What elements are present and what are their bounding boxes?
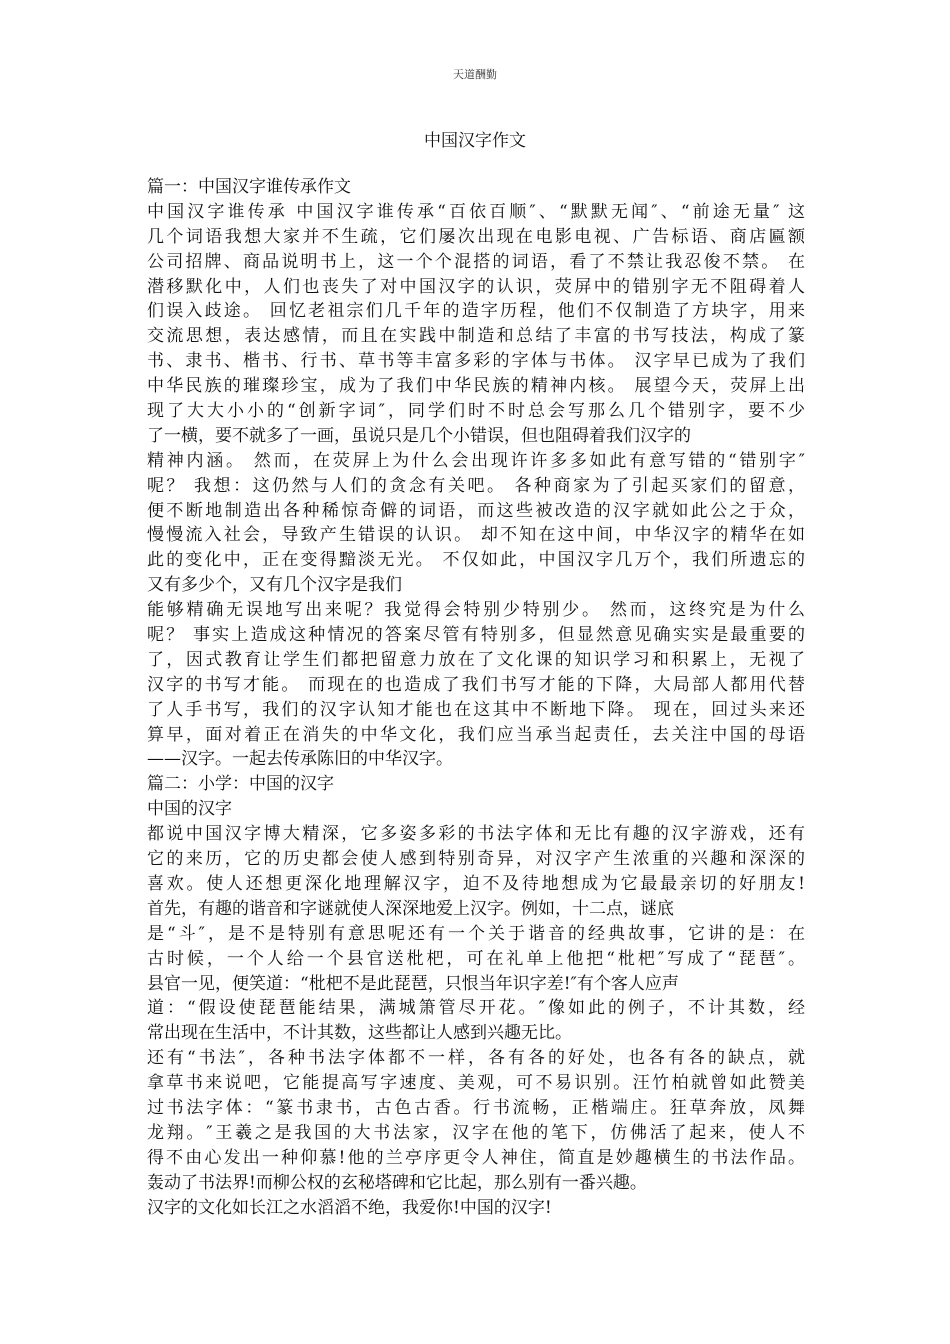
text-line: 过书法字体：“篆书隶书，古色古香。行书流畅，正楷端庄。狂草奔放，凤舞 bbox=[147, 1097, 805, 1118]
text-line: 慢慢流入社会，导致产生错误的认识。 却不知在这中间，中华汉字的精华在如 bbox=[147, 525, 805, 546]
document-title: 中国汉字作文 bbox=[424, 131, 526, 151]
text-line: 篇一：中国汉字谁传承作文 bbox=[147, 177, 351, 197]
text-line: 潜移默化中，人们也丧失了对中国汉字的认识，荧屏中的错别字无不阻碍着人 bbox=[147, 276, 805, 297]
text-line: 都说中国汉字博大精深，它多姿多彩的书法字体和无比有趣的汉字游戏，还有 bbox=[147, 824, 805, 845]
text-line: 几个词语我想大家并不生疏，它们屡次出现在电影电视、广告标语、商店匾额 bbox=[147, 226, 805, 247]
text-line: 轰动了书法界!而柳公权的玄秘塔碑和它比起，那么别有一番兴趣。 bbox=[147, 1172, 647, 1193]
text-line: 了一横，要不就多了一画，虽说只是几个小错误，但也阻碍着我们汉字的 bbox=[147, 425, 691, 446]
text-line: 还有“书法″，各种书法字体都不一样，各有各的好处，也各有各的缺点，就 bbox=[147, 1048, 805, 1069]
text-line: 中国的汉字 bbox=[147, 799, 232, 820]
document-body bbox=[147, 175, 805, 1220]
text-line: 精神内涵。 然而，在荧屏上为什么会出现许许多多如此有意写错的“错别字″ bbox=[147, 450, 805, 471]
text-line: 了，因式教育让学生们都把留意力放在了文化课的知识学习和积累上，无视了 bbox=[147, 649, 805, 670]
text-line: 首先，有趣的谐音和字谜就使人深深地爱上汉字。例如，十二点，谜底 bbox=[147, 898, 674, 919]
text-line: 古时候，一个人给一个县官送枇杷，可在礼单上他把“枇杷″写成了“琵琶″。 bbox=[147, 948, 805, 969]
text-line: 中国汉字谁传承 中国汉字谁传承“百依百顺″、“默默无闻″、“前途无量″ 这 bbox=[147, 201, 805, 222]
text-line: 中华民族的璀璨珍宝，成为了我们中华民族的精神内核。 展望今天，荧屏上出 bbox=[147, 376, 805, 397]
text-line: 篇二：小学：中国的汉字 bbox=[147, 774, 334, 795]
text-line: 呢？ 我想：这仍然与人们的贪念有关吧。 各种商家为了引起买家们的留意， bbox=[147, 475, 805, 496]
text-line: 道：“假设使琵琶能结果，满城箫管尽开花。″像如此的例子，不计其数，经 bbox=[147, 998, 805, 1019]
text-line: 拿草书来说吧，它能提高写字速度、美观，可不易识别。汪竹柏就曾如此赞美 bbox=[147, 1073, 805, 1094]
text-line: 汉字的文化如长江之水滔滔不绝，我爱你!中国的汉字! bbox=[147, 1197, 552, 1218]
text-line: 们误入歧途。 回忆老祖宗们几千年的造字历程，他们不仅制造了方块字，用来 bbox=[147, 301, 805, 322]
text-line: 算早，面对着正在消失的中华文化，我们应当承当起责任，去关注中国的母语 bbox=[147, 724, 805, 745]
text-line: 书、隶书、楷书、行书、草书等丰富多彩的字体与书体。 汉字早已成为了我们 bbox=[147, 351, 805, 372]
text-line: 便不断地制造出各种稀惊奇僻的词语，而这些被改造的汉字就如此公之于众， bbox=[147, 500, 805, 521]
text-line: 公司招牌、商品说明书上，这一个个混搭的词语，看了不禁让我忍俊不禁。 在 bbox=[147, 251, 805, 272]
text-line: 龙翔。″王羲之是我国的大书法家，汉字在他的笔下，仿佛活了起来，使人不 bbox=[147, 1122, 805, 1143]
text-line: 现了大大小小的“创新字词″，同学们时不时总会写那么几个错别字，要不少 bbox=[147, 401, 805, 422]
text-line: 常出现在生活中，不计其数，这些都让人感到兴趣无比。 bbox=[147, 1023, 572, 1044]
text-line: 能够精确无误地写出来呢？我觉得会特别少特别少。 然而，这终究是为什么 bbox=[147, 600, 805, 621]
text-line: 交流思想，表达感情，而且在实践中制造和总结了丰富的书写技法，构成了篆 bbox=[147, 326, 805, 347]
text-line: 此的变化中，正在变得黯淡无光。 不仅如此，中国汉字几万个，我们所遗忘的 bbox=[147, 550, 805, 571]
text-line: 得不由心发出一种仰慕!他的兰亭序更令人神住，简直是妙趣横生的书法作品。 bbox=[147, 1147, 805, 1168]
text-line: 了人手书写，我们的汉字认知才能也在这其中不断地下降。 现在，回过头来还 bbox=[147, 699, 805, 720]
text-line: 喜欢。使人还想更深化地理解汉字，迫不及待地想成为它最最亲切的好朋友! bbox=[147, 873, 805, 894]
page-header: 天道酬勤 bbox=[453, 68, 497, 81]
text-line: 县官一见，便笑道：“枇杷不是此琵琶，只恨当年识字差!″有个客人应声 bbox=[147, 973, 679, 994]
text-line: 又有多少个，又有几个汉字是我们 bbox=[147, 575, 402, 596]
text-line: 呢？ 事实上造成这种情况的答案尽管有特别多，但显然意见确实实是最重要的 bbox=[147, 625, 805, 646]
text-line: ——汉字。一起去传承陈旧的中华汉字。 bbox=[147, 749, 453, 770]
text-line: 汉字的书写才能。 而现在的也造成了我们书写才能的下降，大局部人都用代替 bbox=[147, 674, 805, 695]
text-line: 是“斗″，是不是特别有意思呢还有一个关于谐音的经典故事，它讲的是：在 bbox=[147, 923, 805, 944]
text-line: 它的来历，它的历史都会使人感到特别奇异，对汉字产生浓重的兴趣和深深的 bbox=[147, 849, 805, 870]
